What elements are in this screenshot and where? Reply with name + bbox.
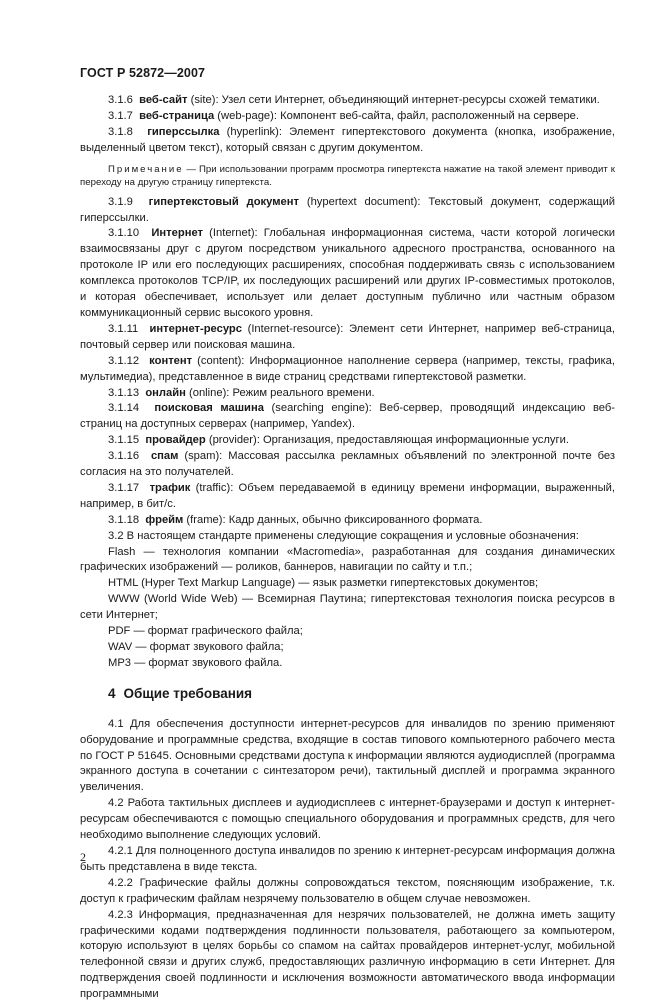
term: контент — [149, 354, 193, 367]
term: интернет-ресурс — [149, 322, 242, 335]
format-item: MP3 — формат звукового файла. — [108, 656, 283, 669]
paragraph: 4.2.1 Для полноценного доступа инвалидов по зрению к интернет-ресурсам информация должна быть представлена в виде текста. — [80, 844, 615, 873]
paragraph: 4.2.2 Графические файлы должны сопровождаться текстом, поясняющим изображение, т.к. доступ к графическим файлам незрячему пользователю в общем случае невозможен. — [80, 876, 615, 905]
term: трафик — [149, 481, 191, 494]
term-entry: 3.1.8 гиперссылка (hyperlink): Элемент гипертекстового документа (кнопка, изображение, выделенный цветом текст), который связан с другим документом. — [80, 125, 615, 154]
format-item: WAV — формат звукового файла; — [108, 641, 284, 653]
term: веб-страница — [139, 109, 215, 122]
term-entry: 3.1.12 контент (content): Информационное наполнение сервера (например, тексты, графика, мультимедиа), представленное в виде страниц средствами гипертекстовой разметки. — [80, 354, 615, 383]
term: онлайн — [145, 386, 186, 399]
section-title: Общие требования — [123, 685, 253, 701]
note — [80, 163, 615, 190]
note-label: Примечание — [108, 163, 184, 175]
term: поисковая машина — [154, 402, 264, 415]
term-entry: 3.1.13 онлайн (online): Режим реального времени. — [108, 386, 375, 399]
term-entry: 3.1.7 веб-страница (web-page): Компонент веб-сайта, файл, расположенный на сервере. — [108, 109, 580, 122]
term: гиперссылка — [147, 125, 220, 138]
paragraph: 4.1 Для обеспечения доступности интернет-ресурсов для инвалидов по зрению применяют оборудование и программные средства, входящие в состав типового компьютерного рабочего места по ГОСТ Р 51645. Основными средствами доступа к информации являются аудиодисплей (программа экранного доступа в сочетании с синтезатором речи), тактильный дисплей и программа экранного увеличения. — [80, 717, 615, 794]
page-number: 2 — [80, 850, 86, 864]
abbrev-item: Flash — технология компании «Macromedia», разработанная для создания динамических графических изображений — роликов, баннеров, навигации по сайту и т.п.; — [80, 545, 615, 574]
abbrev-item: WWW (World Wide Web) — Всемирная Паутина; гипертекстовая технология поиска ресурсов в сети Интернет; — [80, 593, 615, 622]
term: гипертекстовый документ — [148, 195, 299, 208]
note-text: — При использовании программ просмотра гипертекста нажатие на такой элемент приводит к переходу на другую страницу гипертекста. — [80, 163, 615, 189]
abbrev-intro: 3.2 В настоящем стандарте применены следующие сокращения и условные обозначения: — [108, 529, 579, 542]
term-list-b — [80, 195, 615, 529]
paragraph: 4.2.3 Информация, предназначенная для незрячих пользователей, не должна иметь защиту графическими кодами подтверждения подлинности пользователя, работающего за компьютером, которую используют в целях борьбы со спамом на сайтах провайдеров интернет-услуг, мобильной телефонной связи и других служб, предоставляющих различную информацию в сети Интернет. Для подтверждения своей подлинности и исключения возможности автоматического ввода информации программными — [80, 908, 615, 1001]
section-number: 4 — [108, 685, 116, 701]
term-entry: 3.1.9 гипертекстовый документ (hypertext document): Текстовый документ, содержащий гиперссылки. — [80, 195, 616, 224]
format-item: PDF — формат графического файла; — [108, 625, 303, 638]
term: спам — [150, 450, 179, 463]
term-entry: 3.1.16 спам (spam): Массовая рассылка рекламных объявлений по электронной почте без согласия на это получателей. — [80, 450, 615, 479]
paragraph: 4.2 Работа тактильных дисплеев и аудиодисплеев с интернет-браузерами и доступ к интернет-ресурсам обеспечиваются с помощью специального оборудования и программных средств, для чего необходимо выполнение следующих условий. — [80, 797, 615, 842]
abbrev-item: HTML (Hyper Text Markup Language) — язык разметки гипертекстовых документов; — [108, 577, 539, 590]
term: Интернет — [151, 227, 204, 240]
term: фрейм — [145, 513, 184, 526]
term-entry: 3.1.14 поисковая машина (searching engine): Веб-сервер, проводящий индексацию веб-страниц на доступных серверах (например, Yandex). — [80, 402, 615, 431]
term-entry: 3.1.15 провайдер (provider): Организация, предоставляющая информационные услуги. — [108, 434, 569, 447]
term-entry: 3.1.6 веб-сайт (site): Узел сети Интернет, объединяющий интернет-ресурсы схожей тематики. — [108, 94, 600, 106]
term-entry: 3.1.17 трафик (traffic): Объем передаваемой в единицу времени информации, выраженный, например, в бит/с. — [80, 481, 615, 510]
section-heading — [108, 686, 615, 702]
term-entry: 3.1.10 Интернет (Internet): Глобальная информационная система, части которой логически взаимосвязаны друг с другом посредством уникального адресного пространства, основанного на протоколе IP или его последующих расширениях, способная поддерживать связь с использованием комплекса протоколов TCP/IP, их последующих расширений или других IP-совместимых протоколов, и которая обеспечивает, использует или делает доступным публично или частным образом коммуникационный сервис высокого уровня. — [80, 227, 616, 319]
term-entry: 3.1.18 фрейм (frame): Кадр данных, обычно фиксированного формата. — [108, 513, 483, 526]
term: веб-сайт — [139, 94, 188, 106]
term-entry: 3.1.11 интернет-ресурс (Internet-resource): Элемент сети Интернет, например веб-страница, почтовый сервер или поисковая машина. — [80, 322, 615, 351]
page-body — [80, 93, 615, 1003]
term-list-a — [80, 93, 615, 157]
document-code: ГОСТ Р 52872—2007 — [80, 66, 206, 80]
term: провайдер — [145, 434, 206, 447]
